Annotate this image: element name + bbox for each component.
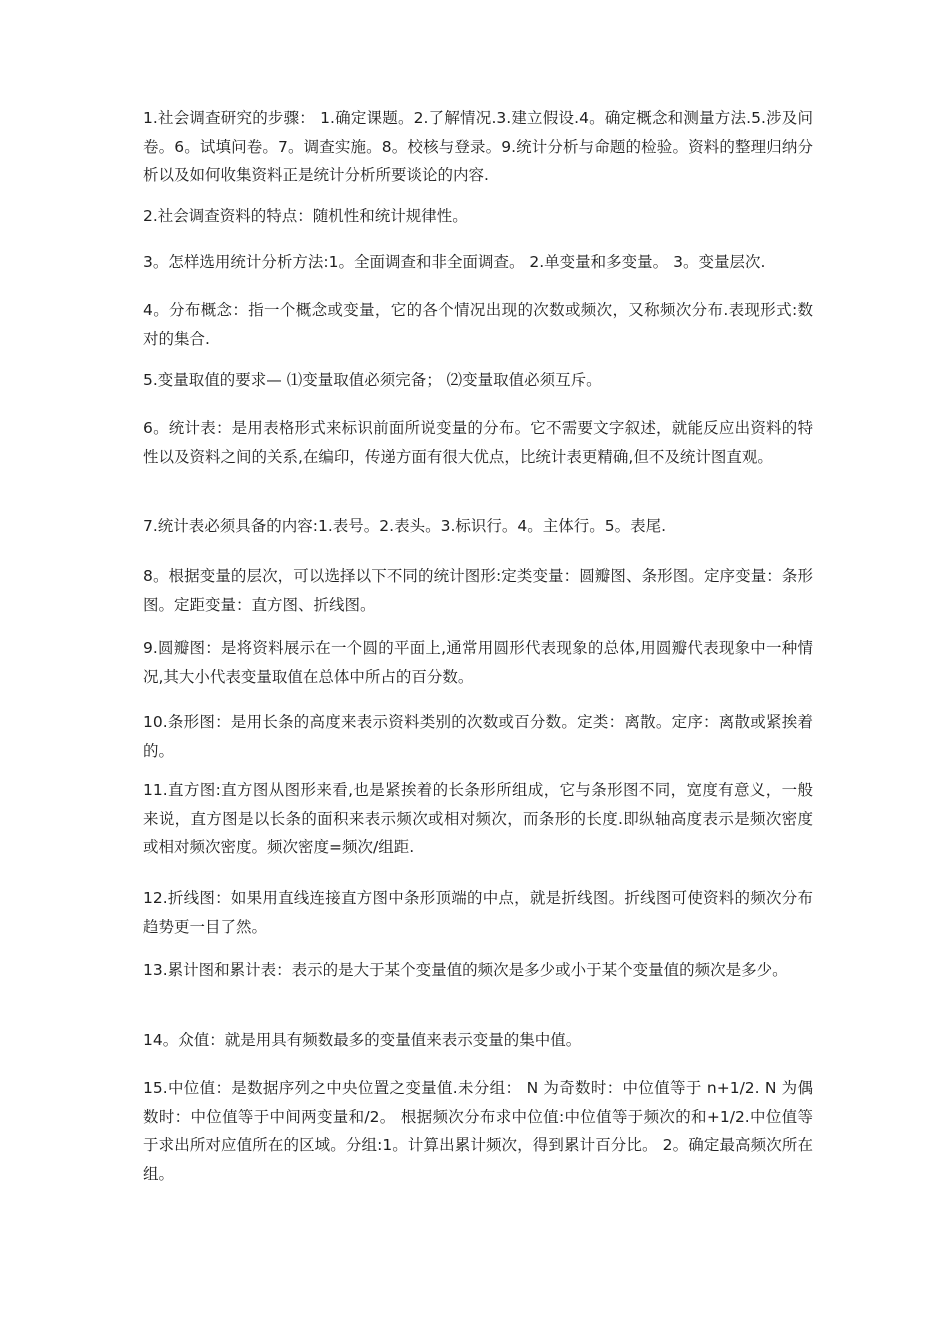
paragraph-13: 13.累计图和累计表：表示的是大于某个变量值的频次是多少或小于某个变量值的频次是多少。 — [143, 961, 788, 979]
paragraph-9: 9.圆瓣图：是将资料展示在一个圆的平面上,通常用圆形代表现象的总体,用圆瓣代表现象中一种情况,其大小代表变量取值在总体中所占的百分数。 — [143, 639, 813, 686]
paragraph-15: 15.中位值：是数据序列之中央位置之变量值.未分组： N 为奇数时：中位值等于 n+1/2. N 为偶数时：中位值等于中间两变量和/2。 根据频次分布求中位值:中位值等于频次的和+1/2.中位值等于求出所对应值所在的区域。分组:1。计算出累计频次，得到累计百分比。 2。确定最高频次所在组。 — [143, 1079, 813, 1183]
paragraph-10: 10.条形图：是用长条的高度来表示资料类别的次数或百分数。定类：离散。定序：离散或紧挨着的。 — [143, 713, 813, 760]
paragraph-3: 3。怎样选用统计分析方法:1。全面调查和非全面调查。 2.单变量和多变量。 3。变量层次. — [143, 253, 766, 271]
paragraph-6: 6。统计表：是用表格形式来标识前面所说变量的分布。它不需要文字叙述，就能反应出资料的特性以及资料之间的关系,在编印，传递方面有很大优点，比统计表更精确,但不及统计图直观。 — [143, 419, 813, 466]
paragraph-12: 12.折线图：如果用直线连接直方图中条形顶端的中点，就是折线图。折线图可使资料的频次分布趋势更一目了然。 — [143, 889, 813, 936]
paragraph-14: 14。众值：就是用具有频数最多的变量值来表示变量的集中值。 — [143, 1031, 582, 1049]
paragraph-7: 7.统计表必须具备的内容:1.表号。2.表头。3.标识行。4。主体行。5。表尾. — [143, 517, 667, 535]
paragraph-1: 1.社会调查研究的步骤： 1.确定课题。2.了解情况.3.建立假设.4。确定概念和测量方法.5.涉及问卷。6。试填问卷。7。调查实施。8。校核与登录。9.统计分析与命题的检验。资料的整理归纳分析以及如何收集资料正是统计分析所要谈论的内容. — [143, 109, 813, 184]
paragraph-4: 4。分布概念：指一个概念或变量，它的各个情况出现的次数或频次，又称频次分布.表现形式:数对的集合. — [143, 301, 813, 348]
paragraph-8: 8。根据变量的层次，可以选择以下不同的统计图形:定类变量：圆瓣图、条形图。定序变量：条形图。定距变量：直方图、折线图。 — [143, 567, 813, 614]
paragraph-2: 2.社会调查资料的特点：随机性和统计规律性。 — [143, 207, 468, 225]
paragraph-5: 5.变量取值的要求— ⑴变量取值必须完备； ⑵变量取值必须互斥。 — [143, 371, 602, 389]
paragraph-11: 11.直方图:直方图从图形来看,也是紧挨着的长条形所组成，它与条形图不同，宽度有意义，一般来说，直方图是以长条的面积来表示频次或相对频次，而条形的长度.即纵轴高度表示是频次密度或相对频次密度。频次密度=频次/组距. — [143, 781, 813, 856]
